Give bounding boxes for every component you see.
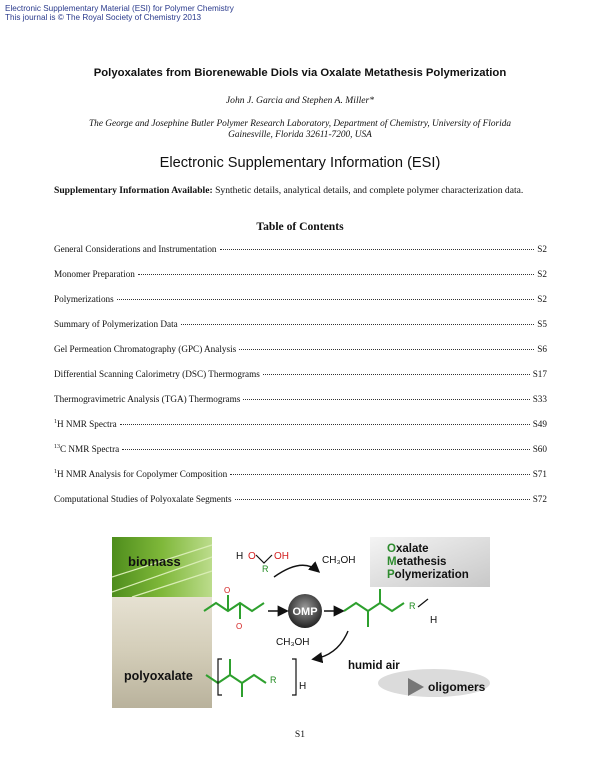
toc-entry-text: Computational Studies of Polyoxalate Segments: [54, 494, 232, 504]
toc-entry[interactable]: [54, 469, 547, 494]
toc-entry-text: H NMR Spectra: [57, 419, 117, 430]
toc-entry-label: [54, 469, 227, 479]
toc-entry-page: S2: [537, 269, 547, 279]
toc-entry-label: [54, 244, 217, 254]
ester-h: H: [430, 615, 438, 626]
omp-title-line2: Metathesis: [387, 556, 447, 568]
omp-title-line3: Polymerization: [387, 569, 469, 581]
toc-entry-text: Monomer Preparation: [54, 269, 135, 279]
isotope-superscript: 1: [54, 419, 57, 425]
toc-entry[interactable]: [54, 394, 547, 419]
paper-title: Polyoxalates from Biorenewable Diols via Oxalate Metathesis Polymerization: [93, 67, 507, 79]
omp-badge: OMP: [292, 606, 318, 618]
toc-entry[interactable]: [54, 419, 547, 444]
toc-leader-dots: [122, 449, 529, 450]
isotope-superscript: 13: [54, 444, 60, 450]
toc-entry[interactable]: [54, 294, 547, 319]
omp-title-line1: Oxalate: [387, 543, 429, 555]
oxalate-o1: O: [224, 586, 231, 595]
supp-label: Supplementary Information Available:: [54, 185, 213, 196]
table-of-contents: [54, 244, 547, 519]
toc-entry-text: Gel Permeation Chromatography (GPC) Analysis: [54, 344, 237, 354]
supp-text: Synthetic details, analytical details, and complete polymer characterization data.: [212, 185, 524, 196]
esi-heading: Electronic Supplementary Information (ESI): [159, 155, 441, 171]
methanol-bottom-label: CH₃OH: [276, 637, 310, 648]
biomass-label: biomass: [128, 554, 181, 569]
toc-leader-dots: [220, 249, 535, 250]
affiliation: [60, 119, 540, 140]
toc-title: Table of Contents: [256, 220, 344, 233]
toc-entry-label: [54, 294, 114, 304]
oxalate-o2: O: [236, 622, 243, 631]
polymer-h: H: [299, 681, 307, 692]
toc-leader-dots: [117, 299, 535, 300]
toc-leader-dots: [181, 324, 535, 325]
page-number: S1: [294, 729, 306, 740]
toc-leader-dots: [235, 499, 530, 500]
toc-entry-label: [54, 494, 232, 504]
oligomers-label: oligomers: [428, 680, 486, 694]
toc-entry-page: S5: [537, 319, 547, 329]
toc-leader-dots: [138, 274, 534, 275]
toc-entry-page: S33: [532, 394, 547, 404]
diol-h: H: [236, 551, 244, 562]
ester-r: R: [409, 601, 416, 611]
toc-entry[interactable]: [54, 444, 547, 469]
toc-entry-label: [54, 419, 117, 429]
toc-entry-page: S6: [537, 344, 547, 354]
diol-oh: OH: [274, 551, 289, 562]
toc-entry-text: Summary of Polymerization Data: [54, 319, 178, 329]
polyoxalate-label: polyoxalate: [124, 669, 193, 683]
toc-entry-label: [54, 444, 119, 454]
journal-header-line2: This journal is © The Royal Society of Chemistry 2013: [5, 13, 202, 22]
humid-air-label: humid air: [348, 660, 400, 672]
toc-leader-dots: [239, 349, 534, 350]
toc-entry-text: General Considerations and Instrumentation: [54, 244, 217, 254]
supplementary-info-paragraph: [54, 185, 548, 197]
toc-entry-text: Thermogravimetric Analysis (TGA) Thermograms: [54, 394, 241, 404]
affiliation-line2: Gainesville, Florida 32611-7200, USA: [228, 129, 372, 140]
toc-leader-dots: [120, 424, 530, 425]
toc-entry[interactable]: [54, 494, 547, 519]
toc-entry[interactable]: [54, 319, 547, 344]
toc-entry-label: [54, 394, 240, 404]
toc-leader-dots: [263, 374, 530, 375]
toc-entry-label: [54, 319, 178, 329]
toc-entry-text: Differential Scanning Calorimetry (DSC) Thermograms: [54, 369, 260, 379]
isotope-superscript: 1: [54, 469, 57, 475]
journal-header-line1: Electronic Supplementary Material (ESI) for Polymer Chemistry: [5, 4, 234, 13]
toc-leader-dots: [230, 474, 529, 475]
toc-entry[interactable]: [54, 244, 547, 269]
toc-entry-page: S72: [532, 494, 547, 504]
toc-entry-label: [54, 344, 236, 354]
toc-entry[interactable]: [54, 344, 547, 369]
toc-leader-dots: [243, 399, 529, 400]
toc-entry-text: C NMR Spectra: [60, 444, 120, 455]
diol-o: O: [248, 551, 256, 562]
diol-r: R: [262, 564, 269, 574]
toc-entry-label: [54, 369, 260, 379]
toc-entry[interactable]: [54, 269, 547, 294]
methanol-top-label: CH₃OH: [322, 555, 356, 566]
toc-entry-text: Polymerizations: [54, 294, 114, 304]
toc-entry-label: [54, 269, 135, 279]
toc-graphic: [112, 537, 490, 708]
toc-entry-page: S60: [532, 444, 547, 455]
toc-entry-page: S2: [537, 294, 547, 304]
toc-entry-page: S17: [532, 369, 547, 379]
toc-entry-page: S49: [532, 419, 547, 430]
polymer-r: R: [270, 675, 277, 685]
toc-entry[interactable]: [54, 369, 547, 394]
toc-entry-text: H NMR Analysis for Copolymer Composition: [57, 469, 228, 480]
affiliation-line1: The George and Josephine Butler Polymer Research Laboratory, Department of Chemistry, University of Florida: [89, 119, 511, 129]
author-list: John J. Garcia and Stephen A. Miller*: [225, 95, 375, 106]
toc-entry-page: S2: [537, 244, 547, 254]
toc-entry-page: S71: [532, 469, 547, 480]
polyoxalate-powder-photo: [112, 597, 212, 708]
